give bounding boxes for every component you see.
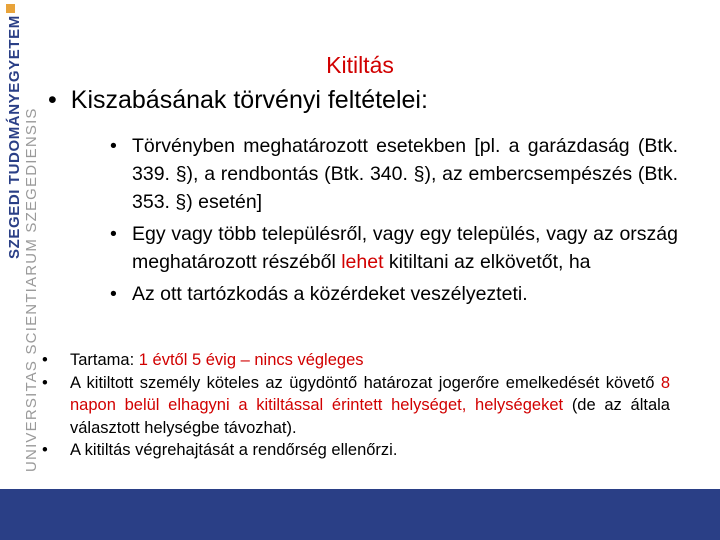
list-item-text: Törvényben meghatározott esetekben [pl. a garázdaság (Btk. 339. §), a rendbontás (Btk. 340. §), az embercsempészés (Btk. 353. §) esetén] [132, 135, 678, 213]
bullet-icon: • [48, 86, 57, 114]
list-item [42, 372, 670, 440]
bullet-icon: • [42, 373, 48, 392]
list-item [110, 132, 678, 216]
list-item [42, 439, 670, 462]
slide-heading [48, 86, 428, 115]
list-item [110, 280, 678, 308]
main-bullet-list [42, 349, 670, 462]
text-segment: A kitiltott személy köteles az ügydöntő határozat jogerőre emelkedését követő [70, 373, 661, 392]
list-item-text [70, 372, 670, 440]
bullet-icon: • [110, 223, 117, 245]
list-item [42, 349, 670, 372]
brand-name-bold: SZEGEDI TUDOMÁNYEGYETEM [6, 15, 23, 259]
bullet-icon: • [42, 441, 48, 459]
bullet-icon: • [110, 283, 117, 305]
list-item-text [70, 349, 670, 372]
list-item-text: Az ott tartózkodás a közérdeket veszélyezteti. [132, 283, 528, 305]
list-item-text [132, 220, 678, 276]
highlight-text: 1 évtől 5 évig – nincs végleges [138, 351, 364, 369]
sub-bullet-list [110, 132, 678, 312]
list-item [110, 220, 678, 276]
heading-text: Kiszabásának törvényi feltételei: [70, 86, 428, 114]
text-segment: (de az általa választott helységbe távozhat). [70, 396, 670, 437]
text-segment: Tartama: [70, 351, 139, 369]
slide-title-text: Kitiltás [326, 52, 394, 78]
footer-bar [0, 489, 720, 540]
brand-name-latin: UNIVERSITAS SCIENTIARUM SZEGEDIENSIS [23, 107, 40, 472]
bullet-icon: • [110, 135, 117, 157]
highlight-text: 8 napon belül elhagyni a kitiltással érintett helységet, helységeket [70, 373, 670, 414]
list-item-text: A kitiltás végrehajtását a rendőrség ellenőrzi. [70, 441, 398, 459]
bullet-icon: • [42, 351, 48, 369]
text-segment: kitiltani az elkövetőt, ha [383, 251, 591, 273]
text-segment: Egy vagy több településről, vagy egy település, vagy az ország meghatározott részéből [132, 223, 678, 273]
highlight-text: lehet [341, 251, 384, 273]
slide-title [0, 52, 720, 79]
